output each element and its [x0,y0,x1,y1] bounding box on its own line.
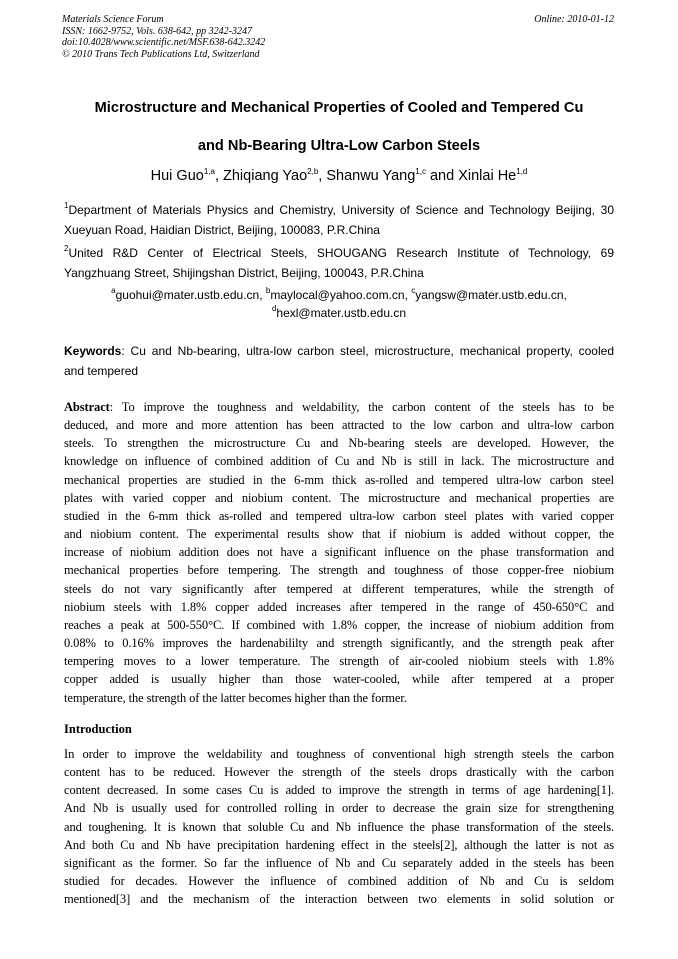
author-name: Shanwu Yang [326,168,416,184]
introduction-line: In order to improve the weldability and toughness of conventional high strength steels the carbon [64,747,614,761]
journal-name: Materials Science Forum [62,14,164,25]
affiliation-marker: 1 [64,201,69,210]
author-affiliation-marker: 1,a [203,167,215,176]
affiliation-line: Xueyuan Road, Haidian District, Beijing, 100083, P.R.China [64,223,380,237]
paper-title [40,89,638,165]
abstract-line: steels do not vary significantly after tempered at different temperatures, while the strength of [64,581,614,596]
abstract-line: mechanical properties are studied in the 6-mm thick as-rolled and tempered ultra-low carbon steel [64,472,614,487]
email-link[interactable]: yangsw@mater.ustb.edu.cn [415,288,564,302]
introduction-line: and toughening. It is known that soluble Cu and Nb influence the phase transformation of the steels. [64,819,614,834]
introduction-section [64,745,614,908]
introduction-heading: Introduction [64,722,132,736]
abstract-line: reaches a peak at 500-550°C. If combined with 1.8% copper, the increase of niobium addition from [64,617,614,632]
email-marker: b [265,286,271,295]
introduction-line: studied for decades. However the influence of combined addition of Nb and Cu is seldom [64,874,614,889]
email-marker: a [111,286,116,295]
abstract-line: plates with varied copper and niobium content. The microstructure and mechanical properties are [64,490,614,505]
author-name: Xinlai He [458,168,517,184]
email-marker: d [271,304,277,313]
abstract-line: and niobium content. The experimental results show that if niobium is added without copper, the [64,527,614,542]
author-affiliation-marker: 2,b [307,167,319,176]
publication-header [62,14,265,60]
keywords-section [64,341,614,381]
abstract-line: niobium steels with 1.8% copper added increases after tempered in the range of 450-650°C and [64,599,614,614]
introduction-line: content has to be reduced. However the strength of the steels drops drastically with the carbon [64,765,614,780]
author-affiliation-marker: 1,d [516,167,528,176]
author-emails [40,286,638,322]
issn-line: ISSN: 1662-9752, Vols. 638-642, pp 3242-3247 [62,25,252,37]
email-marker: c [411,286,416,295]
author-separator: , [318,168,327,184]
abstract-line: 0.08% to 0.16% improves the hardenabililty and strength significantly, and the strength peak after [64,636,614,651]
author-affiliation-marker: 1,c [415,167,426,176]
abstract-line: Abstract: To improve the toughness and weldability, the carbon content of the steels has to be [64,400,614,414]
abstract-line: temperature, the strength of the latter becomes higher than the former. [64,690,407,705]
author-name: Zhiqiang Yao [223,168,308,184]
author-separator: , [214,168,224,184]
abstract-line: mechanical properties before tempering. The strength and toughness of those copper-free niobium [64,563,614,578]
abstract-line: tempering moves to a lower temperature. The strength of air-cooled niobium steels with 1.8% [64,654,614,669]
author-list [40,166,638,186]
online-date: Online: 2010-01-12 [534,14,614,25]
introduction-line: mentioned[3] and the mechanism of the interaction between two elements in solid solution or [64,892,614,907]
introduction-line: content decreased. In some cases Cu is added to improve the strength in terms of age hardening[1]. [64,783,614,798]
abstract-line: increase of niobium addition does not have a significant influence on the phase transformation and [64,545,614,560]
abstract-label: Abstract [64,400,110,414]
keywords-line: and tempered [64,364,139,378]
abstract-line: knowledge on influence of combined addition of Cu and Nb is still in lack. The microstructure and [64,454,614,469]
author-separator: and [425,168,459,184]
introduction-line: And Nb is usually used for controlled rolling in order to decrease the grain size for strengthening [64,801,614,816]
keywords-line: Keywords: Cu and Nb-bearing, ultra-low carbon steel, microstructure, mechanical property, cooled [64,344,614,358]
title-line-1: Microstructure and Mechanical Properties of Cooled and Tempered Cu [94,100,584,116]
introduction-line: significant as the former. So far the influence of Nb and Cu separately added in the steels has been [64,855,614,870]
email-link[interactable]: hexl@mater.ustb.edu.cn [276,306,407,320]
email-line [40,304,638,322]
affiliation-2 [64,243,614,283]
abstract-line: steels. To strengthen the microstructure Cu and Nb-bearing steels are developed. However, the [64,436,614,451]
abstract-line: deduced, and more and more attention has been attracted to the low carbon and ultra-low carbon [64,418,614,433]
abstract-line: studied in the 6-mm thick as-rolled and tempered ultra-low carbon steel plates with varied copper [64,508,614,523]
email-link[interactable]: guohui@mater.ustb.edu.cn [115,288,260,302]
introduction-line: And both Cu and Nb have precipitation hardening effect in the steels[2], although the latter is not as [64,837,614,852]
copyright-line: © 2010 Trans Tech Publications Ltd, Switzerland [62,48,260,60]
email-line: $^a$guohui@mater.ustb.edu.cn, $^b$maylocal@yahoo.com.cn, $^c$yangsw@mater.ustb.edu.cn, [111,286,567,302]
title-line-2: and Nb-Bearing Ultra-Low Carbon Steels [197,138,481,154]
doi-line: doi:10.4028/www.scientific.net/MSF.638-642.3242 [62,37,266,48]
affiliation-line: $^2$United R&D Center of Electrical Steels, SHOUGANG Research Institute of Technology, 69 [64,244,614,260]
affiliation-marker: 2 [64,244,69,253]
affiliation-line: $^1$Department of Materials Physics and Chemistry, University of Science and Technology Beijing, 30 [64,201,614,217]
author-name: Hui Guo [150,168,204,184]
abstract-section [64,398,614,707]
email-link[interactable]: maylocal@yahoo.com.cn [270,288,405,302]
affiliation-line: Yangzhuang Street, Shijingshan District, Beijing, 100043, P.R.China [64,266,424,280]
keywords-label: Keywords [64,344,122,358]
abstract-line: copper added is usually higher than those water-cooled, while after tempered at a proper [64,672,614,687]
affiliation-1 [64,200,614,240]
